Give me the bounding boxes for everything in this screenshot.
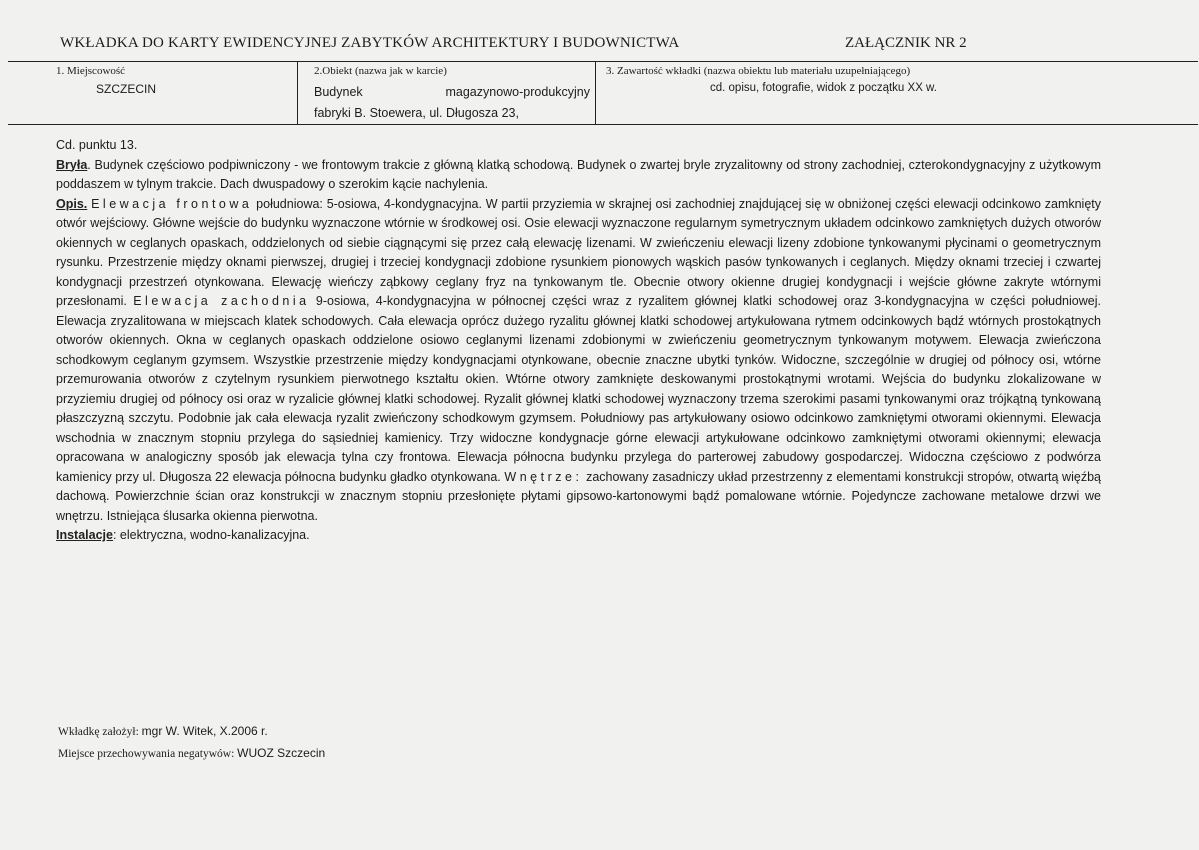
bryla-text: . Budynek częściowo podpiwniczony - we frontowym trakcie z główną klatką schodową. Budynek o zwartej bryle zryzalitowny od strony zachodniej, czterokondygnacyjny z użytkowym poddaszem w tylnym trakcie. Dach dwuspadowy o szerokim kącie nachylenia. bbox=[56, 157, 1101, 191]
instal-heading: Instalacje bbox=[56, 528, 113, 542]
opis-heading: Opis. bbox=[56, 196, 88, 211]
interior-heading: Wnętrze: bbox=[504, 469, 583, 484]
object-word1: Budynek bbox=[314, 85, 363, 99]
object-label: 2.Obiekt (nazwa jak w karcie) bbox=[314, 65, 447, 77]
front-elevation-heading: Elewacja frontowa bbox=[91, 196, 253, 211]
storage-label: Miejsce przechowywania negatywów: bbox=[58, 748, 235, 760]
author-line bbox=[58, 724, 268, 738]
interior-text: zachowany zasadniczy układ przestrzenny z elementami konstrukcji stropów, otwartą więźbą dachową. Powierzchnie ścian oraz konstrukcji w znacznym stopniu przesłonięte płytami gipsowo-kartonowymi bądź pomalowane wtórnie. Pojedyncze zachowane metalowe drzwi we wnętrzu. Istniejąca ślusarka okienna pierwotna. bbox=[56, 469, 1101, 523]
storage-value: WUOZ Szczecin bbox=[237, 746, 326, 760]
author-value: mgr W. Witek, X.2006 r. bbox=[141, 724, 268, 738]
contents-cell bbox=[595, 62, 1199, 124]
metadata-table bbox=[8, 61, 1198, 125]
description-body bbox=[56, 136, 1101, 546]
contents-value: cd. opisu, fotografie, widok z początku XX w. bbox=[710, 82, 937, 94]
author-label: Wkładkę założył: bbox=[58, 726, 139, 738]
front-elevation-text: południowa: 5-osiowa, 4-kondygnacyjna. W partii przyziemia w skrajnej osi zachodniej znajdującej się w obniżonej części elewacji odcinkowo zamknięty otwór wejściowy. Główne wejście do budynku wyznaczone wtórnie w środkowej osi. Osie elewacji wyznaczone regularnym symetrycznym układem odcinkowo zamkniętych dużych otworów okiennych w ceglanych opaskach, oddzielonych od siebie ciągnącymi się przez całą elewację lizenami. W zwieńczeniu elewacji lizeny zdobione tynkowanymi płycinami o geometrycznym rysunku. Przestrzenie między oknami pierwszej, drugiej i trzeciej kondygnacji zdobione rysunkiem pionowych wąskich pasów tynkowanych i ceglanych. Między oknami trzeciej i czwartej kondygnacji przestrzeń otynkowana. Elewację wieńczy ząbkowy ceglany fryz na tynkowanym tle. Obecnie otwory okienne drugiej kondygnacji i wejście główne zakryte wtórnymi przesłonami. bbox=[56, 196, 1102, 308]
west-elevation-heading: Elewacja zachodnia bbox=[133, 294, 310, 308]
object-value-line2: fabryki B. Stoewera, ul. Długosza 23, bbox=[314, 106, 519, 120]
contents-label: 3. Zawartość wkładki (nazwa obiektu lub materiału uzupełniającego) bbox=[606, 65, 911, 77]
bryla-paragraph bbox=[56, 156, 1101, 195]
storage-line bbox=[58, 746, 325, 760]
object-value bbox=[314, 82, 590, 124]
object-cell bbox=[297, 62, 596, 124]
object-word2: magazynowo-produkcyjny bbox=[445, 85, 590, 99]
annex-number: ZAŁĄCZNIK NR 2 bbox=[845, 35, 967, 51]
location-label: 1. Miejscowość bbox=[56, 65, 126, 77]
location-cell bbox=[8, 62, 297, 124]
document-title: WKŁADKA DO KARTY EWIDENCYJNEJ ZABYTKÓW ARCHITEKTURY I BUDOWNICTWA bbox=[60, 35, 680, 51]
instal-paragraph bbox=[56, 526, 1101, 546]
opis-paragraph bbox=[56, 195, 1101, 527]
location-value: SZCZECIN bbox=[96, 82, 156, 96]
bryla-heading: Bryła bbox=[56, 157, 88, 172]
object-value-line1 bbox=[314, 82, 590, 103]
instal-text: : elektryczna, wodno-kanalizacyjna. bbox=[112, 528, 310, 542]
west-elevation-text: 9-osiowa, 4-kondygnacyjna w północnej części wraz z ryzalitem głównej klatki schodowej oraz 3-kondygnacyjna w części południowej. Elewacja zryzalitowana w miejscach klatek schodowych. Cała elewacja oprócz dużego ryzalitu głównej klatki schodowej artykułowana rytmem odcinkowych bądź wtórnych prostokątnych otworów okiennych. Okna w ceglanych opaskach oddzielone osiowo ceglanymi lizenami zdobionymi w zwieńczeniu geometrycznym tynkowanym motywem. Elewacja zwieńczona schodkowym ceglanym gzymsem. Wszystkie przestrzenie między kondygnacjami otynkowane, obecnie znaczne ubytki tynków. Widoczne, szczególnie w drugiej od północy osi, wtórne przemurowania otworów z czytelnym rysunkiem pierwotnego kształtu okien. Wtórne otwory zamknięte deskowanymi prostokątnymi wrotami. Wejścia do budynku zlokalizowane w przyziemiu drugiej od północy osi oraz w ryzalicie głównej klatki schodowej. Ryzalit głównej klatki schodowej wyznaczony trzema szerokimi pasami tynkowanymi oraz trójkątną tynkowaną płaszczyzną szczytu. Podobnie jak cała elewacja ryzalit zwieńczony schodkowym gzymsem. Południowy pas artykułowany osiowo odcinkowo zamkniętymi otworami okiennymi. Elewacja wschodnia w znacznym stopniu przylega do sąsiedniej kamienicy. Trzy widoczne kondygnacje górne elewacji artykułowane odcinkowo zamkniętymi otworami okiennymi; elewacja opracowana w analogiczny sposób jak elewacja tylna czy frontowa. Elewacja północna budynku przylega do parterowej zabudowy gospodarczej. Widoczna częściowo z podwórza kamienicy przy ul. Długosza 22 elewacja północna budynku gładko otynkowana. bbox=[56, 294, 1101, 484]
continuation-note: Cd. punktu 13. bbox=[56, 138, 138, 152]
